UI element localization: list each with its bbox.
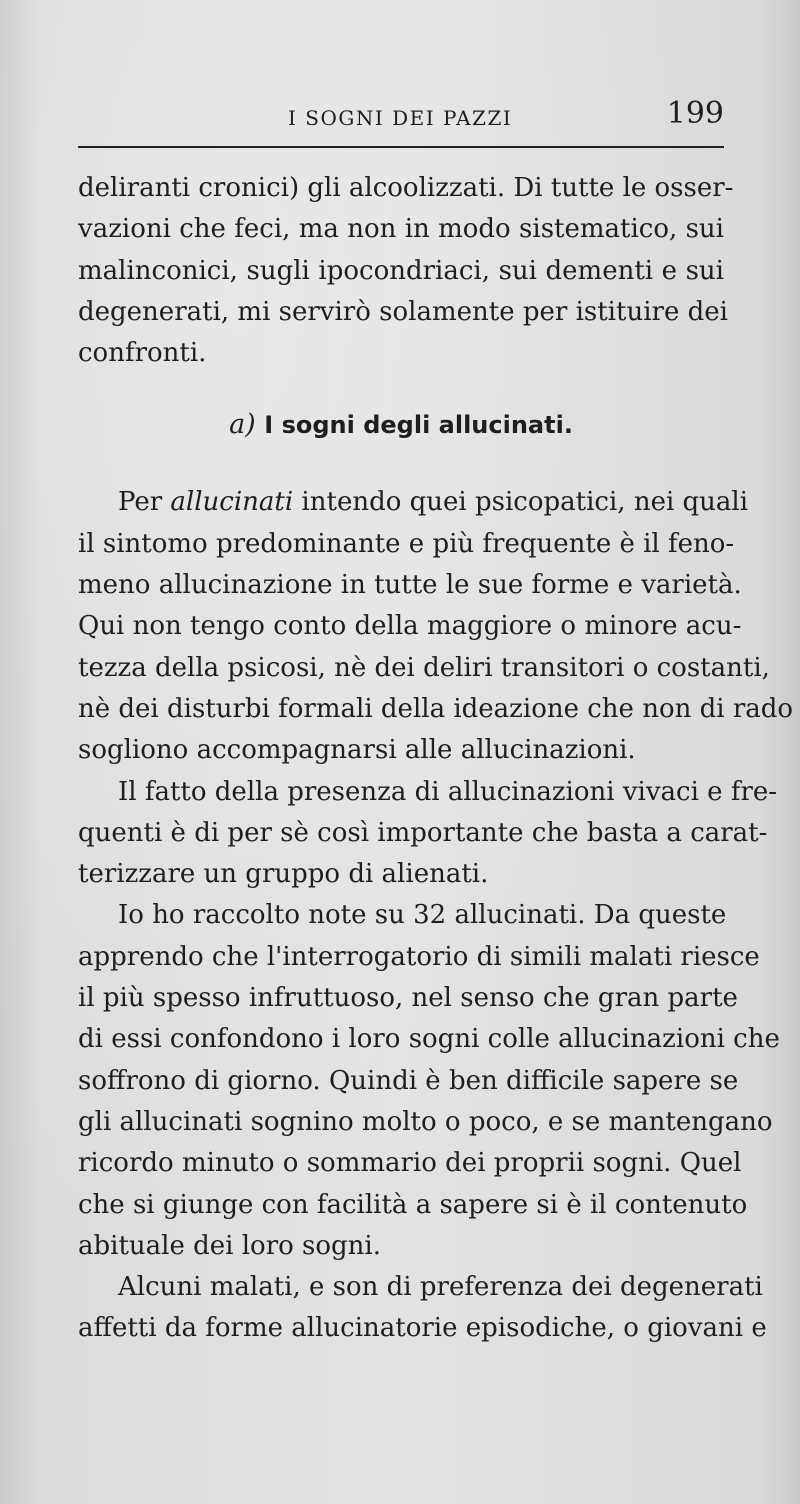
italic-term: allucinati — [170, 487, 294, 518]
text-line: sogliono accompagnarsi alle allucinazioni. — [78, 735, 636, 766]
text-line: Alcuni malati, e son di preferenza dei degenerati — [118, 1272, 763, 1303]
text-line: ricordo minuto o sommario dei proprii sogni. Quel — [78, 1148, 742, 1179]
text-line: soffrono di giorno. Quindi è ben difficile sapere se — [78, 1065, 739, 1096]
text-line: il sintomo predominante e più frequente è il feno- — [78, 528, 735, 559]
text-line: confronti. — [78, 338, 207, 369]
text-line: di essi confondono i loro sogni colle allucinazioni che — [78, 1024, 780, 1055]
text-line: quenti è di per sè così importante che basta a carat- — [78, 817, 768, 848]
text-line: Il fatto della presenza di allucinazioni vivaci e fre- — [118, 776, 778, 807]
text-line: apprendo che l'interrogatorio di simili malati riesce — [78, 941, 760, 972]
text-line: Qui non tengo conto della maggiore o minore acu- — [78, 611, 742, 642]
section-letter: a) — [229, 409, 256, 441]
text-line: meno allucinazione in tutte le sue forme e varietà. — [78, 570, 742, 601]
text-line: deliranti cronici) gli alcoolizzati. Di tutte le osser- — [78, 173, 734, 203]
text-fragment: Per — [118, 487, 171, 518]
page-number: 199 — [666, 96, 724, 131]
text-fragment: intendo quei psicopatici, nei quali — [293, 487, 749, 518]
text-line: degenerati, mi servirò solamente per istituire dei — [78, 296, 728, 327]
text-line: malinconici, sugli ipocondriaci, sui dementi e sui — [78, 255, 724, 286]
section-heading — [78, 404, 724, 446]
text-line: gli allucinati sognino molto o poco, e se mantengano — [78, 1106, 773, 1137]
paragraph-1 — [78, 168, 734, 374]
paragraph-5 — [78, 1267, 767, 1350]
section-title: I sogni degli allucinati. — [264, 411, 573, 440]
text-line — [78, 482, 749, 523]
text-line: tezza della psicosi, nè dei deliri transitori o costanti, — [78, 652, 770, 683]
text-line: terizzare un gruppo di alienati. — [78, 859, 489, 890]
text-line: abituale dei loro sogni. — [78, 1230, 382, 1261]
running-title: I SOGNI DEI PAZZI — [288, 106, 513, 130]
paragraph-4 — [78, 895, 780, 1267]
header-rule — [78, 146, 724, 148]
page-header — [78, 96, 724, 140]
text-line: Io ho raccolto note su 32 allucinati. Da queste — [118, 900, 727, 931]
paragraph-3 — [78, 772, 778, 896]
text-line: nè dei disturbi formali della ideazione che non di rado — [78, 693, 794, 724]
paragraph-2 — [78, 482, 794, 771]
text-line: che si giunge con facilità a sapere si è il contenuto — [78, 1189, 748, 1220]
body-text — [78, 168, 794, 1350]
text-line: vazioni che feci, ma non in modo sistematico, sui — [78, 214, 724, 245]
text-line: il più spesso infruttuoso, nel senso che gran parte — [78, 983, 738, 1014]
text-line: affetti da forme allucinatorie episodiche, o giovani e — [78, 1313, 767, 1344]
